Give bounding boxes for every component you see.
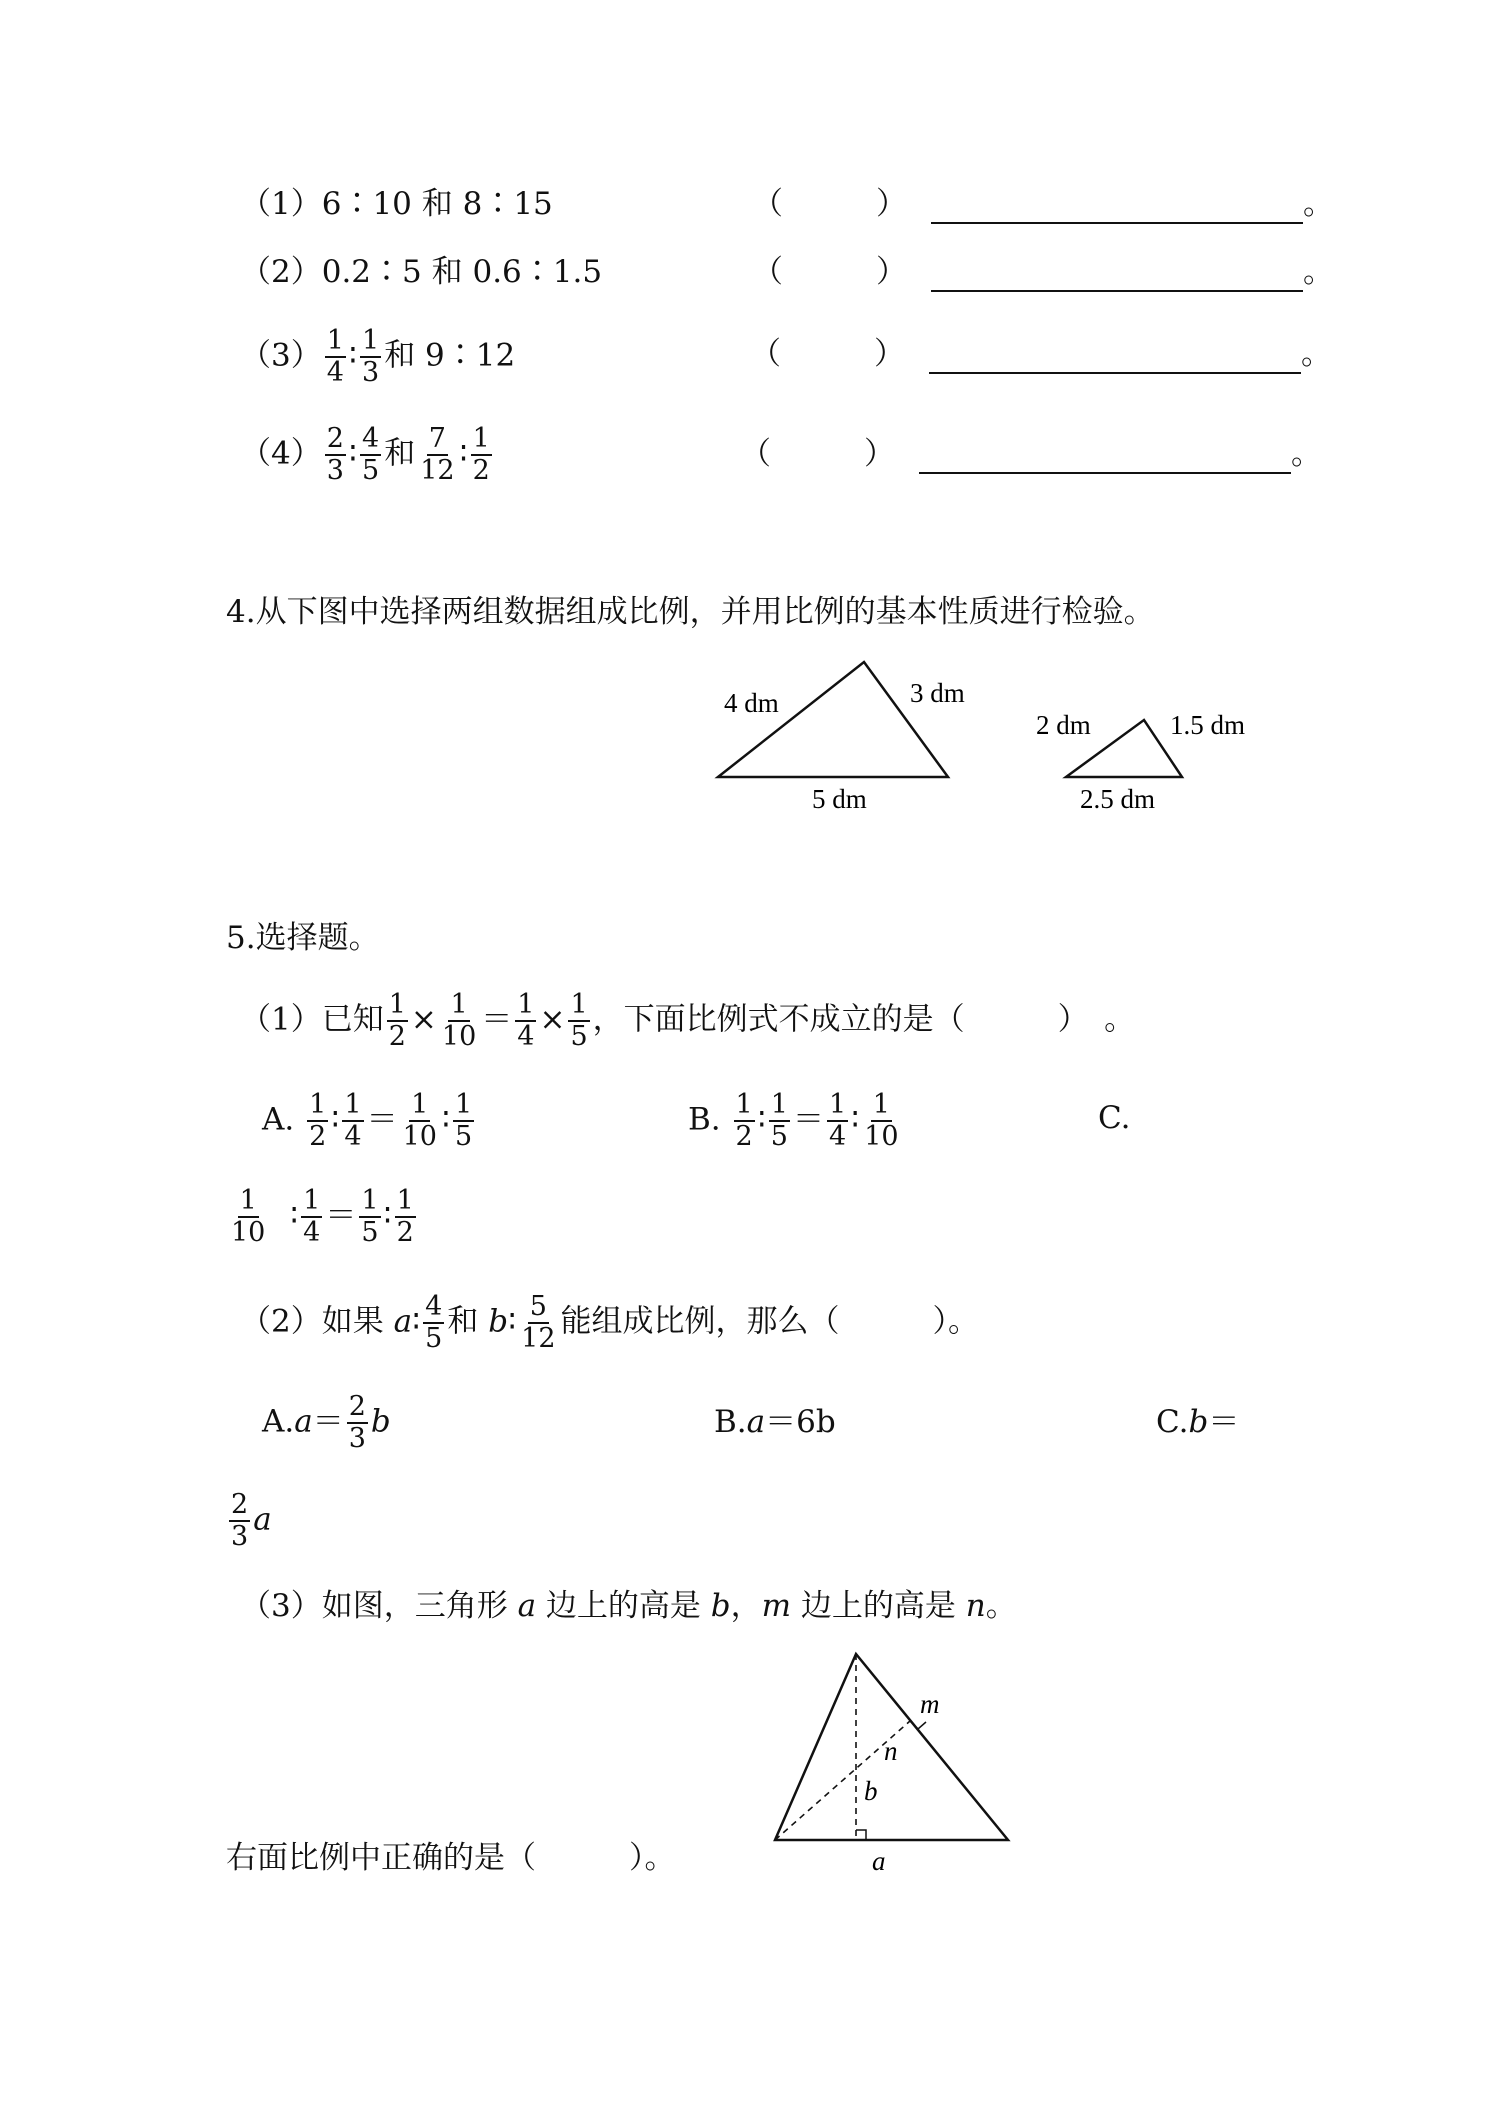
var: a	[746, 1404, 766, 1440]
answer-parens: （ ）	[740, 436, 895, 472]
stem-text: （3）如图，三角形	[240, 1588, 518, 1624]
option-label: B.	[688, 1101, 721, 1138]
q5-p1-option-b[interactable]	[688, 1090, 904, 1152]
fraction: $\frac{1}{4}$	[517, 989, 535, 1052]
ratio-sign: ∶	[383, 1197, 392, 1234]
answer-blank[interactable]	[929, 342, 1301, 374]
ratio-sign: ∶	[851, 1101, 860, 1138]
stem-text: 边上的高是	[791, 1588, 966, 1624]
fraction: $\frac{1}{5}$	[570, 989, 588, 1052]
fraction: $\frac{1}{4}$	[828, 1089, 847, 1152]
q5-p1-stem	[240, 990, 1135, 1052]
ratio-sign: ∶	[459, 435, 468, 472]
fraction: $\frac{4}{5}$	[425, 1291, 443, 1354]
answer-parens: （ ）	[752, 254, 907, 290]
option-label: C.	[1156, 1404, 1189, 1440]
row-label: （4）	[240, 435, 322, 472]
var-m: m	[761, 1588, 792, 1624]
q5-p2-option-c-cont[interactable]	[226, 1490, 272, 1552]
fraction: $\frac{2}{3}$	[348, 1391, 366, 1454]
fraction: $\frac{2}{3}$	[326, 423, 344, 486]
fraction: $\frac{1}{5}$	[455, 1089, 473, 1152]
big-left-label: 4 dm	[724, 688, 779, 718]
times-sign: ×	[539, 1001, 566, 1038]
period: 。	[1303, 186, 1334, 222]
fraction: $\frac{1}{4}$	[326, 325, 344, 388]
label-a: a	[872, 1846, 886, 1876]
stem-text: 。	[985, 1588, 1017, 1624]
fraction: $\frac{1}{2}$	[388, 989, 406, 1052]
var: b	[1188, 1404, 1209, 1440]
ratio-sign: ∶	[348, 337, 357, 374]
q3-row-3-answer	[750, 334, 1332, 374]
q5-p3-triangle-figure	[760, 1640, 1030, 1880]
q5-p2-option-b[interactable]	[714, 1402, 836, 1442]
row-tail: 和 9∶12	[384, 337, 516, 374]
row-label: （1）	[240, 186, 322, 222]
q5-title: 5.选择题。	[226, 920, 380, 956]
var: b	[370, 1403, 391, 1440]
stem-text: 边上的高是	[536, 1588, 711, 1624]
q4-title: 4.从下图中选择两组数据组成比例，并用比例的基本性质进行检验。	[226, 594, 1155, 630]
fraction: $\frac{1}{2}$	[309, 1089, 327, 1152]
q5-p2-option-a[interactable]	[262, 1392, 391, 1454]
fraction: $\frac{1}{5}$	[770, 1089, 788, 1152]
answer-parens: （ ）	[752, 186, 907, 222]
answer-blank[interactable]	[931, 192, 1303, 224]
option-label: B.	[714, 1404, 747, 1440]
option-rhs: 6b	[796, 1404, 836, 1440]
var-b: b	[710, 1588, 731, 1624]
equals-sign: ＝	[1208, 1404, 1240, 1440]
var: a	[253, 1501, 272, 1538]
and-word: 和	[384, 435, 416, 472]
var-a: a	[393, 1303, 413, 1340]
answer-blank[interactable]	[919, 442, 1291, 474]
ratio-sign: ∶	[412, 1303, 421, 1340]
row-label: （2）	[240, 254, 322, 290]
stem-tail: 能组成比例，那么（ ）。	[560, 1303, 979, 1340]
var-a: a	[517, 1588, 537, 1624]
row-text: 6∶10 和 8∶15	[321, 186, 553, 222]
row-text: 0.2∶5 和 0.6∶1.5	[321, 254, 603, 290]
fraction: $\frac{1}{5}$	[361, 1185, 379, 1248]
var-n: n	[965, 1588, 986, 1624]
equals-sign: ＝	[765, 1404, 797, 1440]
fraction: $\frac{1}{2}$	[472, 423, 490, 486]
ratio-sign: ∶	[290, 1197, 299, 1234]
label-m: m	[920, 1689, 940, 1719]
q5-p1-option-c[interactable]	[226, 1186, 419, 1248]
fraction: $\frac{1}{2}$	[396, 1185, 414, 1248]
fraction: $\frac{1}{10}$	[231, 1185, 266, 1248]
fraction: $\frac{1}{2}$	[735, 1089, 753, 1152]
q5-p1-option-c-label[interactable]: C.	[1098, 1100, 1131, 1136]
label-b: b	[864, 1776, 878, 1806]
and-word: 和	[447, 1303, 479, 1340]
fraction: $\frac{5}{12}$	[521, 1291, 556, 1354]
row-label: （3）	[240, 337, 322, 374]
q3-row-1-answer	[752, 184, 1334, 224]
stem-text: ，	[730, 1588, 762, 1624]
q3-row-4-answer	[740, 434, 1322, 474]
times-sign: ×	[410, 1001, 437, 1038]
answer-blank[interactable]	[931, 260, 1303, 292]
var-b: b	[488, 1303, 509, 1340]
big-bottom-label: 5 dm	[812, 784, 867, 814]
stem-label: （1）已知	[240, 1001, 384, 1038]
fraction: $\frac{4}{5}$	[362, 423, 380, 486]
fraction: $\frac{1}{3}$	[362, 325, 380, 388]
equals-sign: ＝	[792, 1101, 824, 1138]
q3-row-4	[240, 424, 495, 486]
label-n: n	[884, 1736, 898, 1766]
q3-row-1	[240, 184, 553, 224]
right-angle-mark	[856, 1830, 866, 1840]
q5-p3-stem	[240, 1586, 1017, 1626]
fraction: $\frac{1}{10}$	[864, 1089, 899, 1152]
ratio-sign: ∶	[348, 435, 357, 472]
ratio-sign: ∶	[508, 1303, 517, 1340]
q5-p3-question: 右面比例中正确的是（ ）。	[226, 1840, 676, 1876]
small-right-label: 1.5 dm	[1170, 710, 1246, 740]
equals-sign: ＝	[366, 1101, 398, 1138]
q4-triangles-figure	[700, 650, 1280, 830]
q3-row-2	[240, 252, 602, 292]
period: 。	[1291, 436, 1322, 472]
q5-p1-option-a[interactable]	[262, 1090, 477, 1152]
fraction: $\frac{1}{10}$	[441, 989, 477, 1052]
option-label: A.	[262, 1101, 295, 1138]
q5-p2-stem	[240, 1292, 979, 1354]
option-label: A.	[262, 1403, 295, 1440]
ratio-sign: ∶	[331, 1101, 340, 1138]
ratio-sign: ∶	[757, 1101, 766, 1138]
equals-sign: ＝	[481, 1001, 513, 1038]
fraction: $\frac{2}{3}$	[231, 1489, 249, 1552]
q3-row-2-answer	[752, 252, 1334, 292]
ratio-sign: ∶	[441, 1101, 450, 1138]
fraction: $\frac{7}{12}$	[420, 423, 455, 486]
fraction: $\frac{1}{4}$	[344, 1089, 362, 1152]
q3-row-3	[240, 326, 515, 388]
fraction: $\frac{1}{4}$	[303, 1185, 321, 1248]
big-right-label: 3 dm	[910, 678, 965, 708]
q5-p2-option-c[interactable]	[1156, 1402, 1239, 1442]
equals-sign: ＝	[312, 1403, 344, 1440]
small-bottom-label: 2.5 dm	[1080, 784, 1156, 814]
fraction: $\frac{1}{10}$	[402, 1089, 437, 1152]
equals-sign: ＝	[325, 1197, 357, 1234]
var: a	[294, 1403, 313, 1440]
period: 。	[1301, 336, 1332, 372]
stem-tail: ，下面比例式不成立的是（ ） 。	[592, 1001, 1136, 1038]
small-left-label: 2 dm	[1036, 710, 1091, 740]
answer-parens: （ ）	[750, 336, 905, 372]
stem-label: （2）如果	[240, 1303, 384, 1340]
period: 。	[1303, 254, 1334, 290]
